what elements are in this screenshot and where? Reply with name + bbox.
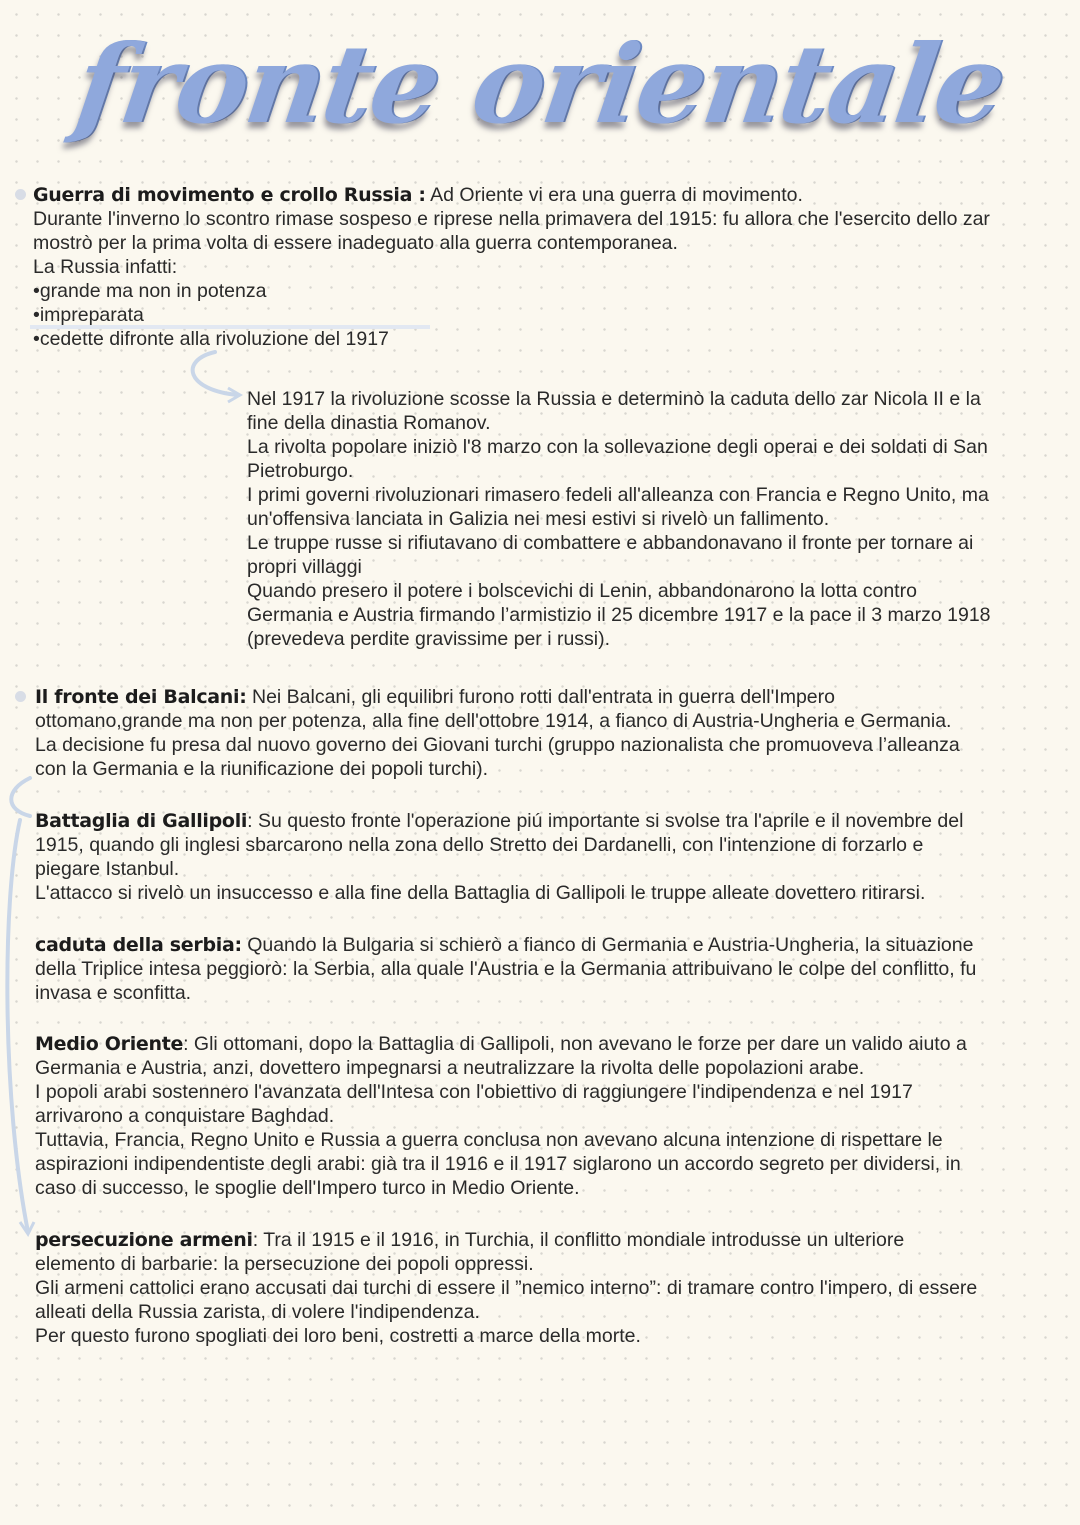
paragraph-line: Ad Oriente vi era una guerra di movimento. (430, 184, 803, 206)
page-title: fronte orientale (68, 22, 1012, 148)
paragraph-line: Gli armeni cattolici erano accusati dai turchi di essere il ”nemico interno”: di tramare contro l'impero, di essere (35, 1277, 978, 1299)
paragraph-line: invasa e sconfitta. (35, 982, 192, 1004)
paragraph-line: La rivolta popolare iniziò l'8 marzo con la sollevazione degli operai e dei soldati di San (247, 436, 988, 458)
paragraph-line: Germania e Austria, anzi, dovettero impegnarsi a neutralizzare la rivolta delle popolazioni arabe. (35, 1057, 865, 1079)
paragraph-line: fine della dinastia Romanov. (247, 412, 491, 434)
list-item: •impreparata (33, 304, 144, 326)
paragraph-line: I popoli arabi sostennero l'avanzata dell'Intesa con l'obiettivo di raggiungere l'indipendenza e nel 1917 (35, 1081, 913, 1103)
paragraph-line: I primi governi rivoluzionari rimasero fedeli all'alleanza con Francia e Regno Unito, ma (247, 484, 989, 506)
paragraph-line: alleati della Russia zarista, di volere l'indipendenza. (35, 1301, 480, 1323)
section-serbia (35, 933, 976, 1005)
section-heading: caduta della serbia: (35, 934, 242, 956)
paragraph-line: 1915, quando gli inglesi sbarcarono nella zona dello Stretto dei Dardanelli, con l'intenzione di forzarlo e (35, 834, 924, 856)
section-armeni (35, 1228, 977, 1348)
section-heading: Il fronte dei Balcani: (35, 686, 247, 708)
paragraph-line: Tuttavia, Francia, Regno Unito e Russia a guerra conclusa non avevano alcuna intenzione di rispettare le (35, 1129, 943, 1151)
paragraph-line: ottomano,grande ma non per potenza, alla fine dell'ottobre 1914, a fianco di Austria-Ungheria e Germania. (35, 710, 952, 732)
paragraph-line: La decisione fu presa dal nuovo governo dei Giovani turchi (gruppo nazionalista che promuoveva l’alleanza (35, 734, 960, 756)
paragraph-line: propri villaggi (247, 556, 362, 578)
paragraph-line: della Triplice intesa peggiorò: la Serbia, alla quale l'Austria e la Germania attribuivano le colpe del conflitto, fu (35, 958, 977, 980)
section-medio-oriente (35, 1032, 967, 1200)
paragraph-line: Le truppe russe si rifiutavano di combattere e abbandonavano il fronte per tornare ai (247, 532, 974, 554)
paragraph-line: : Gli ottomani, dopo la Battaglia di Gallipoli, non avevano le forze per dare un valido aiuto a (183, 1033, 967, 1055)
paragraph-line: : Su questo fronte l'operazione piú importante si svolse tra l'aprile e il novembre del (247, 810, 964, 832)
list-item: •grande ma non in potenza (33, 280, 267, 302)
section-gallipoli (35, 809, 963, 905)
section-heading: Battaglia di Gallipoli (35, 810, 248, 832)
section-balcani (35, 685, 960, 781)
paragraph-line: : Tra il 1915 e il 1916, in Turchia, il conflitto mondiale introdusse un ulteriore (252, 1229, 905, 1251)
paragraph-line: Quando la Bulgaria si schierò a fianco di Germania e Austria-Ungheria, la situazione (241, 934, 974, 956)
section-russia (33, 183, 990, 351)
paragraph-line: Durante l'inverno lo scontro rimase sospeso e riprese nella primavera del 1915: fu allora che l'esercito dello zar (33, 208, 990, 230)
paragraph-line: La Russia infatti: (33, 256, 178, 278)
section-revolution (247, 387, 991, 651)
paragraph-line: Nei Balcani, gli equilibri furono rotti dall'entrata in guerra dell'Impero (246, 686, 835, 708)
paragraph-line: piegare Istanbul. (35, 858, 180, 880)
paragraph-line: elemento di barbarie: la persecuzione dei popoli oppressi. (35, 1253, 534, 1275)
section-bullet (15, 691, 26, 702)
paragraph-line: arrivarono a conquistare Baghdad. (35, 1105, 335, 1127)
section-bullet (15, 189, 26, 200)
paragraph-line: Germania e Austria firmando l’armistizio il 25 dicembre 1917 e la pace il 3 marzo 1918 (247, 604, 991, 626)
paragraph-line: L'attacco si rivelò un insuccesso e alla fine della Battaglia di Gallipoli le truppe alleate dovettero ritirarsi. (35, 882, 926, 904)
section-heading: persecuzione armeni (35, 1229, 253, 1251)
paragraph-line: mostrò per la prima volta di essere inadeguato alla guerra contemporanea. (33, 232, 678, 254)
paragraph-line: (prevedeva perdite gravissime per i russi). (247, 628, 611, 650)
paragraph-line: Quando presero il potere i bolscevichi di Lenin, abbandonarono la lotta contro (247, 580, 917, 602)
list-item: •cedette difronte alla rivoluzione del 1917 (33, 328, 389, 350)
paragraph-line: Pietroburgo. (247, 460, 354, 482)
paragraph-line: un'offensiva lanciata in Galizia nei mesi estivi si rivelò un fallimento. (247, 508, 830, 530)
paragraph-line: con la Germania e la riunificazione dei popoli turchi). (35, 758, 489, 780)
section-heading: Guerra di movimento e crollo Russia : (33, 184, 426, 206)
paragraph-line: Nel 1917 la rivoluzione scosse la Russia e determinò la caduta dello zar Nicola II e la (247, 388, 981, 410)
paragraph-line: aspirazioni indipendentiste degli arabi: già tra il 1916 e il 1917 siglarono un accordo segreto per dividersi, in (35, 1153, 961, 1175)
paragraph-line: Per questo furono spogliati dei loro beni, costretti a marce della morte. (35, 1325, 641, 1347)
section-heading: Medio Oriente (35, 1033, 184, 1055)
paragraph-line: caso di successo, le spoglie dell'Impero turco in Medio Oriente. (35, 1177, 580, 1199)
